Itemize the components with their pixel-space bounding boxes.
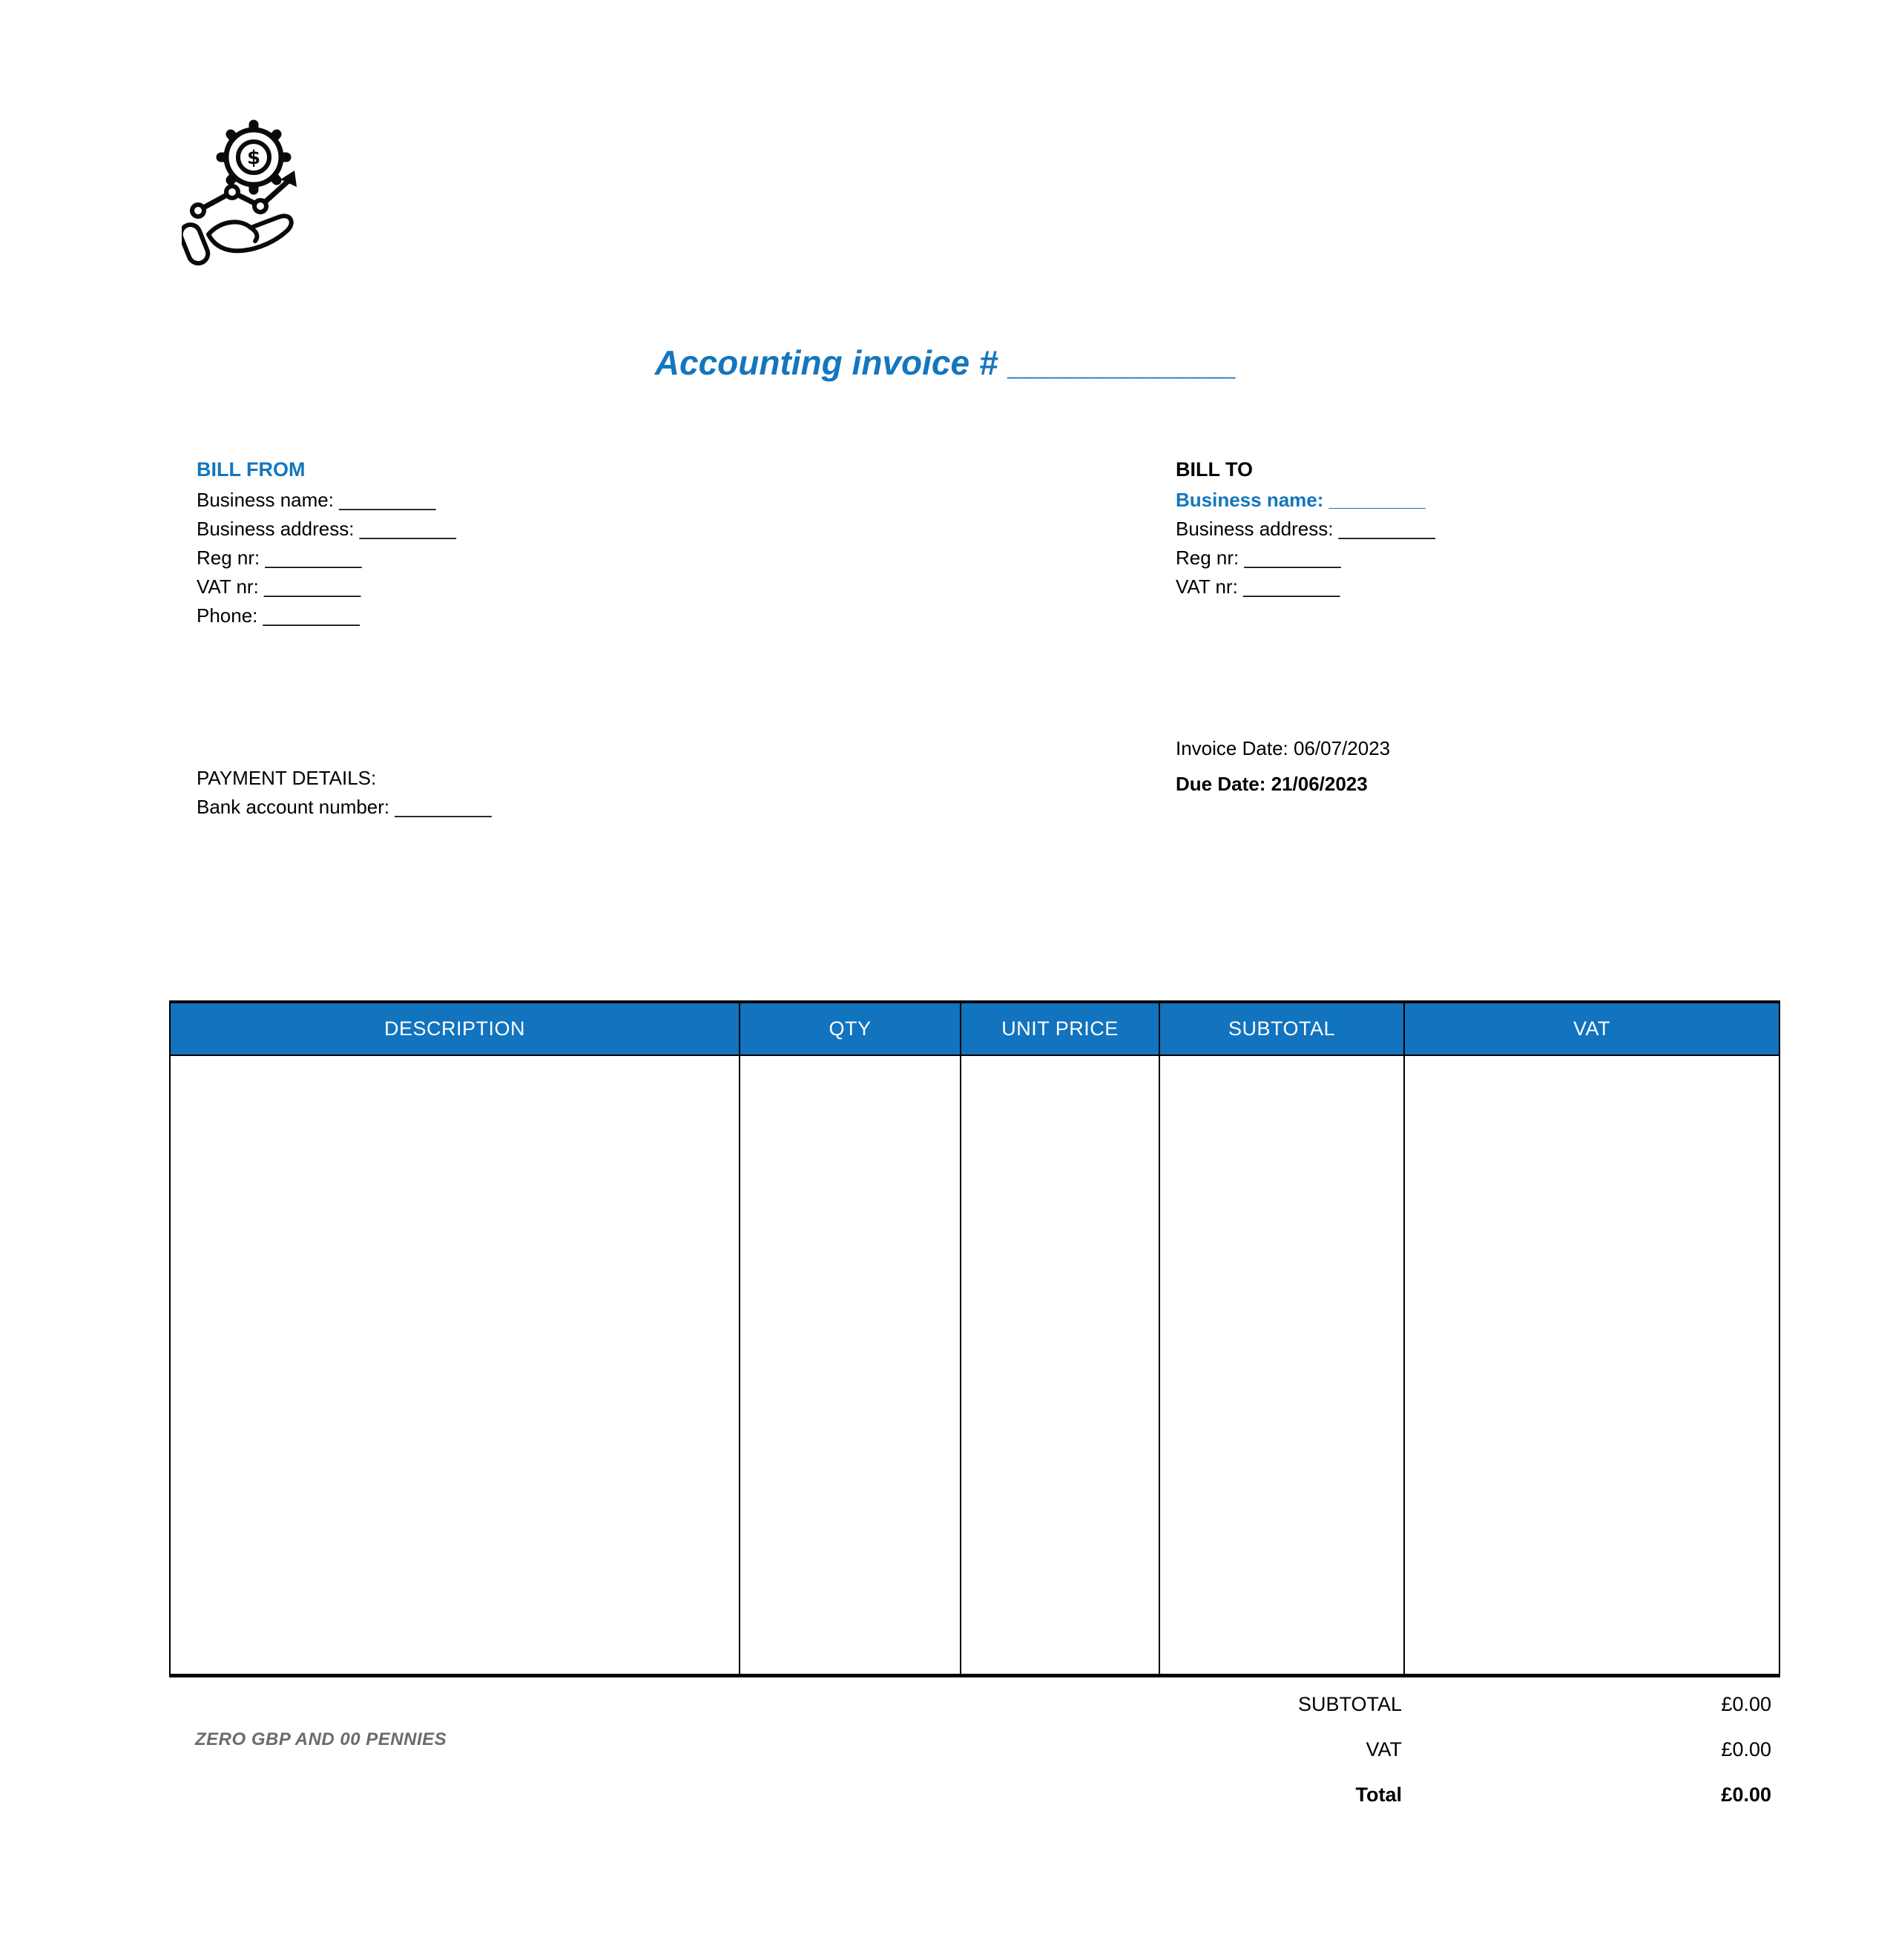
body-column-qty <box>740 1056 961 1674</box>
field-label: Business name: <box>197 489 334 511</box>
invoice-date-line <box>1176 730 1390 766</box>
invoice-date-label: Invoice Date: <box>1176 737 1288 759</box>
field-label: VAT nr: <box>197 575 259 598</box>
bill-from-business-name-line <box>197 486 456 515</box>
header-subtotal: SUBTOTAL <box>1160 1003 1405 1055</box>
header-unit-price: UNIT PRICE <box>961 1003 1160 1055</box>
field-blank: _________ <box>264 575 361 598</box>
body-column-description <box>171 1056 740 1674</box>
title-text: Accounting invoice # <box>654 343 998 382</box>
field-label: Reg nr: <box>197 547 260 569</box>
field-blank: _________ <box>263 604 360 627</box>
bill-from-reg-nr-line <box>197 544 456 573</box>
subtotal-label: SUBTOTAL <box>1297 1693 1402 1715</box>
payment-details-heading: PAYMENT DETAILS: <box>197 767 377 789</box>
bill-from-phone-line <box>197 601 456 630</box>
bill-to-business-name-line <box>1176 486 1435 515</box>
amount-in-words: ZERO GBP AND 00 PENNIES <box>195 1729 447 1749</box>
table-body <box>171 1056 1779 1674</box>
field-blank: _________ <box>265 547 362 569</box>
bill-from-business-address-line <box>197 515 456 544</box>
bill-to-heading: BILL TO <box>1176 458 1254 481</box>
vat-label: VAT <box>1366 1738 1402 1761</box>
line-items-table <box>169 1000 1780 1677</box>
field-label: Business name: <box>1176 489 1324 511</box>
field-label: Reg nr: <box>1176 547 1239 569</box>
payment-details-section <box>197 764 492 822</box>
totals-section <box>169 1693 1771 1829</box>
invoice-date-value: 06/07/2023 <box>1293 737 1391 759</box>
field-blank: _________ <box>359 518 456 540</box>
field-label: VAT nr: <box>1176 575 1238 598</box>
subtotal-value: £0.00 <box>1721 1693 1771 1715</box>
bank-account-label: Bank account number: <box>197 796 390 818</box>
table-header-row <box>171 1003 1779 1056</box>
vat-value: £0.00 <box>1721 1738 1771 1761</box>
field-label: Business address: <box>197 518 355 540</box>
due-date-value: 21/06/2023 <box>1271 773 1368 795</box>
bank-account-blank: _________ <box>395 796 492 818</box>
due-date-label: Due Date: <box>1176 773 1266 795</box>
bill-from-vat-nr-line <box>197 573 456 601</box>
svg-text:$: $ <box>246 147 261 169</box>
bill-to-business-address-line <box>1176 515 1435 544</box>
field-label: Phone: <box>197 604 258 627</box>
page-title <box>0 343 1890 383</box>
bill-from-section <box>197 457 456 630</box>
header-vat: VAT <box>1573 1017 1610 1040</box>
field-blank: _________ <box>1328 489 1426 511</box>
bill-to-reg-nr-line <box>1176 544 1435 573</box>
bill-to-section <box>1176 457 1435 601</box>
field-blank: _________ <box>1244 547 1341 569</box>
field-label: Business address: <box>1176 518 1334 540</box>
total-value: £0.00 <box>1721 1784 1771 1806</box>
total-row <box>169 1784 1771 1829</box>
field-blank: _________ <box>339 489 436 511</box>
body-column-unit-price <box>961 1056 1160 1674</box>
dates-section <box>1176 730 1390 802</box>
field-blank: _________ <box>1338 518 1435 540</box>
gear-dollar-chart-hand-logo <box>182 119 308 267</box>
body-column-vat <box>1405 1056 1779 1674</box>
body-column-subtotal <box>1160 1056 1405 1674</box>
header-description: DESCRIPTION <box>171 1003 740 1055</box>
total-label: Total <box>1355 1784 1402 1806</box>
bank-account-line <box>197 793 492 822</box>
bill-from-heading: BILL FROM <box>197 458 306 481</box>
field-blank: _________ <box>1243 575 1340 598</box>
invoice-number-blank: ____________ <box>1007 343 1236 382</box>
header-qty: QTY <box>740 1003 961 1055</box>
due-date-line <box>1176 766 1390 802</box>
bill-to-vat-nr-line <box>1176 573 1435 601</box>
